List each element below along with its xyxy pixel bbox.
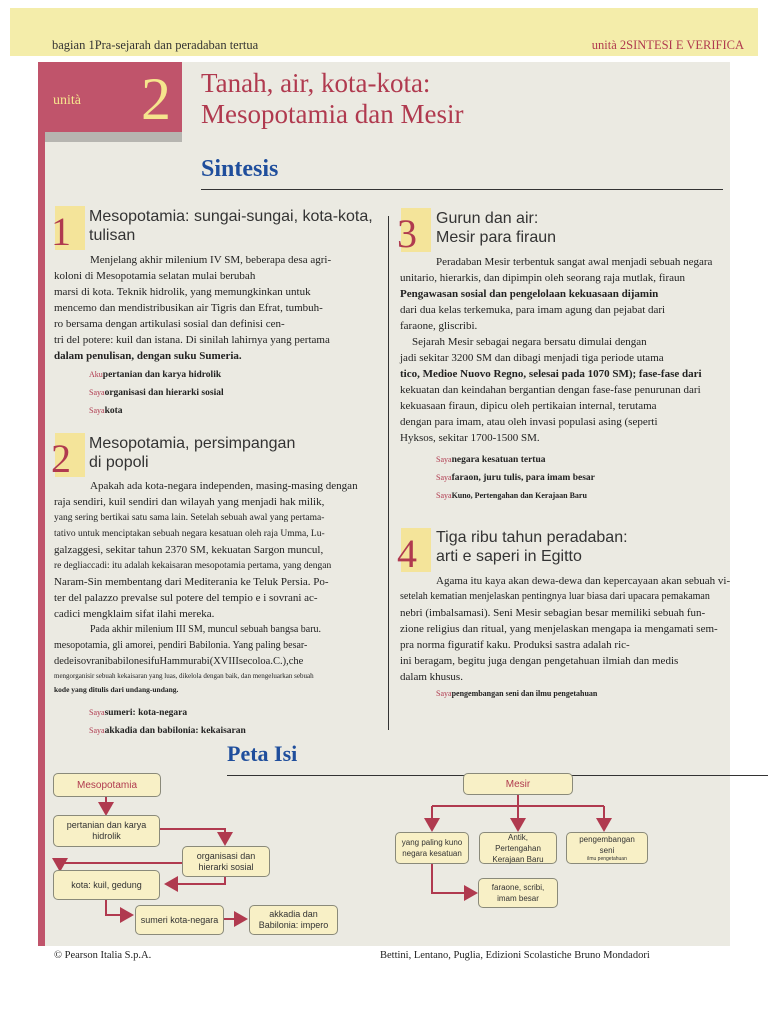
section-2-heading: Mesopotamia, persimpangan di popoli (89, 435, 296, 471)
section-heading-sintesis: Sintesis (201, 156, 279, 182)
section-heading-peta-isi: Peta Isi (227, 741, 298, 766)
keyword: Sayasumeri: kota-negara (89, 708, 188, 718)
section-1-text: Menjelang akhir milenium IV SM, beberapa desa agri- koloni di Mesopotamia selatan mulai berubah marsi di kota. Teknik hidrolik, yang memungkinkan untuk mencemo dan mendistribusikan air Tigris dan Efrat, tumbuh- ro bersama dengan artikulasi sosial dan definisi cen- tri del potere: kuil dan istana. Di sinilah lahirnya yang pertama dalam penulisan, dengan suku Sumeria. (54, 254, 332, 362)
section-2-text: Apakah ada kota-negara independen, masing-masing dengan raja sendiri, kuil sendiri dan wilayah yang menjadi hak milik, yang sering bertikai satu sama lain. Setelah sebuah awal yang pertama- tativo untuk menciptakan sebuah negara kesatuan oleh raja Umma, Lu- galzaggesi, sekitar tahun 2370 SM, kekuatan Sargon muncul, re degliaccadi: itu adalah kekaisaran mesopotamia pertama, yang dengan Naram-Sin membentang dari Mediterania ke Teluk Persia. Po- ter del palazzo prevalse sul potere del tempio e i sovrani ac- cadici mengklaim sifat ilahi mereka. Pada akhir milenium III SM, muncul sebuah bangsa baru. mesopotamia, gli amorei, pendiri Babilonia. Yang paling besar- dedeisovranibabilonesifuHammurabi(XVIIIsecoloa.C.),che mengorganisir sebuah kekaisaran yang luas, dikelola dengan baik, dan mengeluarkan sebuah kode yang ditulis dari undang-undang. (54, 480, 358, 694)
map-node-faraone: faraone, scribi, imam besar (478, 878, 558, 908)
map-node-negara-kesatuan: yang paling kuno negara kesatuan (395, 832, 469, 864)
keyword: Sayakota (89, 406, 123, 416)
header-unit-label: unità 2SINTESI E VERIFICA (591, 38, 744, 52)
keyword: SayaKuno, Pertengahan dan Kerajaan Baru (436, 491, 587, 500)
unit-word: unità (53, 93, 81, 108)
map-node-seni: pengembangan seni ilmu pengetahuan (566, 832, 648, 864)
map-node-kerajaan: Antik, Pertengahan Kerajaan Baru (479, 832, 557, 864)
keyword: Akupertanian dan karya hidrolik (89, 370, 222, 380)
map-node-mesir: Mesir (463, 773, 573, 795)
map-node-sumeri: sumeri kota-negara (135, 905, 224, 935)
section-4-text: Agama itu kaya akan dewa-dewa dan kepercayaan akan sebuah vi- setelah kematian menjelaskan pentingnya luar biasa dari upacara pemakaman nebri (imbalsamasi). Seni Mesir sebagian besar memiliki sebuah fun- zione religius dan ritual, yang menjelaskan mengapa ia mengamati sem- pra norma figuratif kaku. Produksi sastra adalah ric- ini beragam, begitu juga dengan pengetahuan ilmiah dan medis dalam khusus. (400, 575, 731, 683)
title-line-1: Tanah, air, kota-kota: (201, 68, 431, 98)
keyword: Sayaorganisasi dan hierarki sosial (89, 388, 224, 398)
section-3-heading: Gurun dan air: Mesir para firaun (436, 210, 557, 246)
header-part-label: bagian 1Pra-sejarah dan peradaban tertua (52, 38, 259, 52)
section-2-number: 2 (55, 433, 85, 477)
map-node-akkadia: akkadia dan Babilonia: impero (249, 905, 338, 935)
footer-credits: Bettini, Lentano, Puglia, Edizioni Scolastiche Bruno Mondadori (380, 950, 650, 961)
keyword: Sayaakkadia dan babilonia: kekaisaran (89, 726, 246, 736)
map-node-organisasi: organisasi dan hierarki sosial (182, 846, 270, 877)
section-1-number: 1 (55, 206, 85, 250)
section-4-heading: Tiga ribu tahun peradaban: arti e saperi in Egitto (436, 529, 628, 565)
keyword: Sayanegara kesatuan tertua (436, 455, 546, 465)
section-1-heading: Mesopotamia: sungai-sungai, kota-kota, tulisan (89, 208, 373, 244)
section-4-number: 4 (401, 528, 431, 572)
footer-copyright: © Pearson Italia S.p.A. (54, 950, 152, 961)
section-3-text: Peradaban Mesir terbentuk sangat awal menjadi sebuah negara unitario, hierarkis, dan dipimpin oleh seorang raja mutlak, firaun Pengawasan sosial dan pengelolaan kekuasaan dijamin dari dua kelas terkemuka, para imam agung dan pejabat dari faraone, gliscribi. Sejarah Mesir sebagai negara bersatu dimulai dengan jadi sekitar 3200 SM dan dibagi menjadi tiga periode utama tico, Medioe Nuovo Regno, selesai pada 1070 SM); fase-fase dari kekuatan dan keindahan bergantian dengan fase-fase penurunan dari kekuasaan firaun, dipicu oleh pertikaian internal, terutama dengan para imam, atau oleh invasi populasi asing (seperti Hyksos, sekitar 1700-1500 SM. (400, 256, 713, 444)
title-line-2: Mesopotamia dan Mesir (201, 99, 464, 129)
keyword: Sayafaraon, juru tulis, para imam besar (436, 473, 595, 483)
map-node-kota: kota: kuil, gedung (53, 870, 160, 900)
keyword: Sayapengembangan seni dan ilmu pengetahuan (436, 689, 598, 698)
map-node-mesopotamia: Mesopotamia (53, 773, 161, 797)
unit-number: 2 (141, 66, 171, 132)
map-node-pertanian: pertanian dan karya hidrolik (53, 815, 160, 847)
section-3-number: 3 (401, 208, 431, 252)
